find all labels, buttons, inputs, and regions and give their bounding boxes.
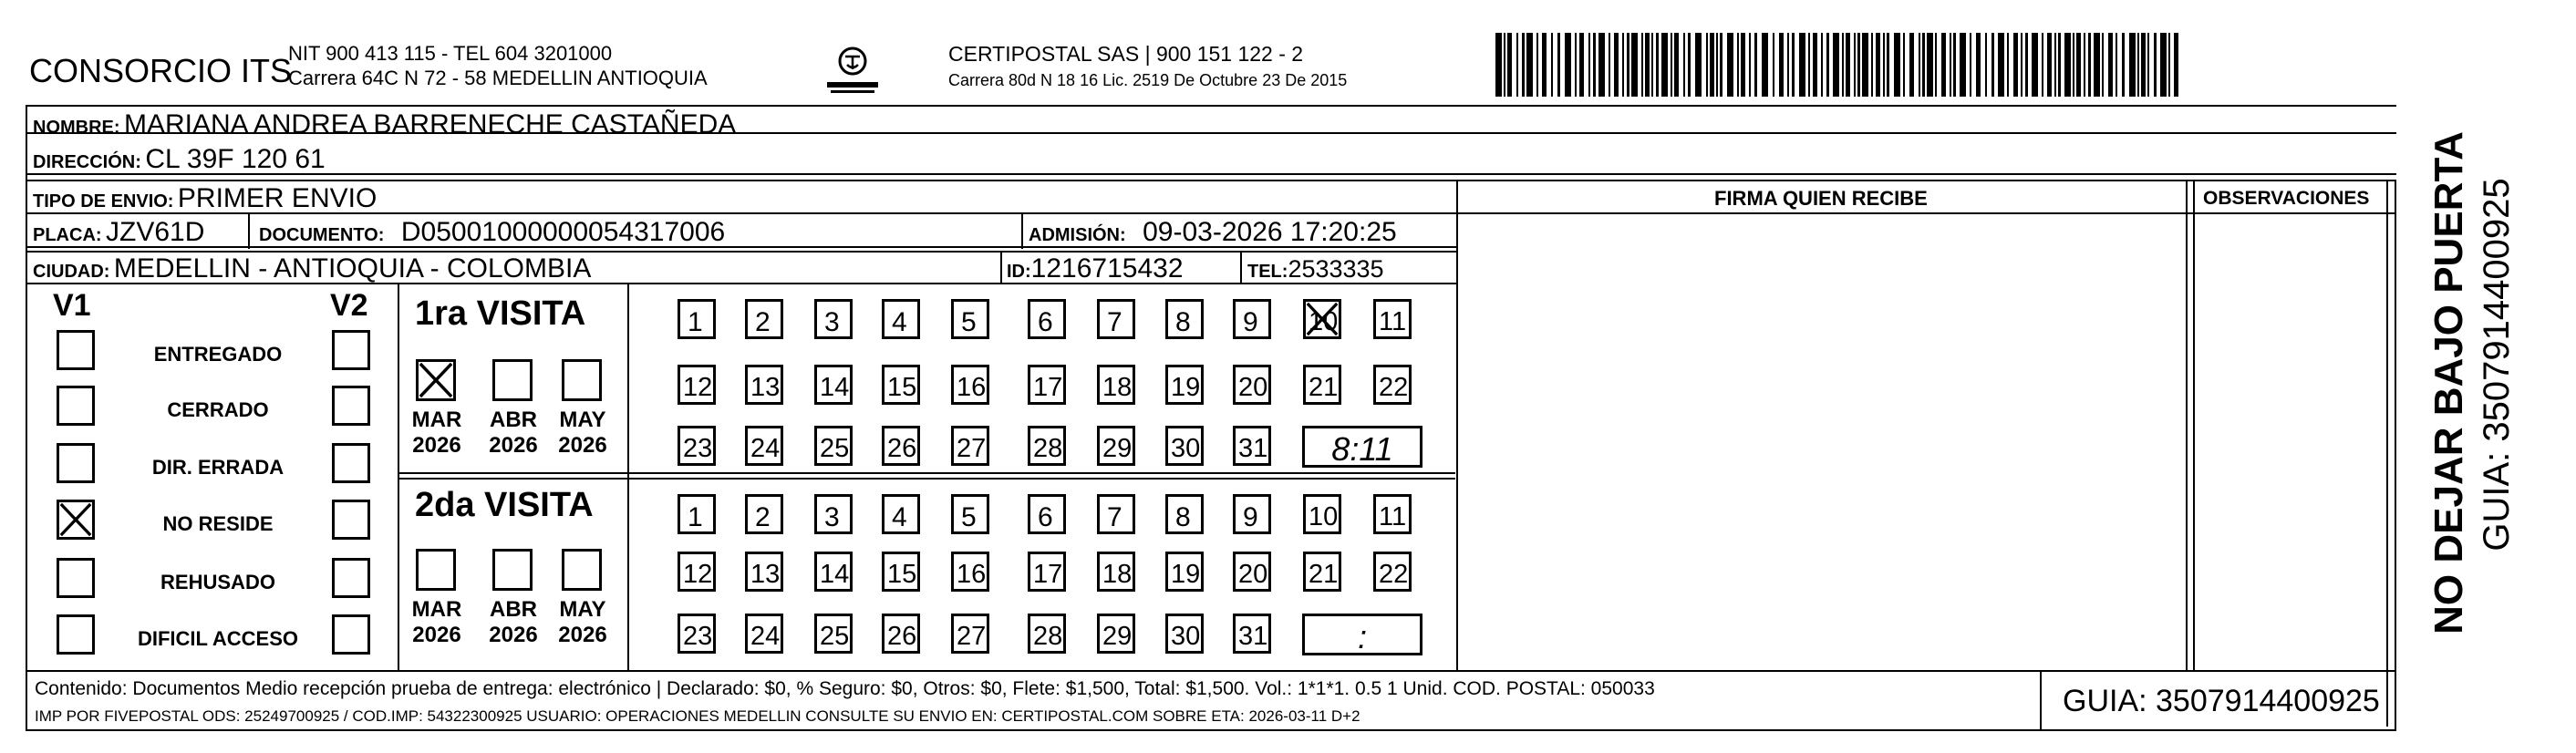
first-visit-day-14[interactable] xyxy=(814,365,853,405)
placa-label: PLACA: xyxy=(33,225,102,245)
second-visit-day-label-3: 3 xyxy=(824,502,840,532)
first-visit-day-label-19: 19 xyxy=(1171,373,1201,402)
second-visit-day-label-30: 30 xyxy=(1171,622,1201,651)
company-nit: NIT 900 413 115 - TEL 604 3201000 xyxy=(288,42,613,65)
second-visit-month-label-may: MAY 2026 xyxy=(558,597,607,647)
first-visit-day-17[interactable] xyxy=(1028,365,1066,405)
first-visit-day-10[interactable] xyxy=(1303,299,1341,339)
second-visit-day-28[interactable] xyxy=(1028,614,1066,654)
company-address: Carrera 64C N 72 - 58 MEDELLIN ANTIOQUIA xyxy=(288,67,708,89)
second-visit-day-25[interactable] xyxy=(814,614,853,654)
first-visit-day-15[interactable] xyxy=(882,365,920,405)
admision-field xyxy=(1029,219,1397,246)
second-visit-day-5[interactable] xyxy=(951,494,989,534)
first-visit-month-box-mar[interactable] xyxy=(416,359,456,401)
first-visit-title: 1ra VISITA xyxy=(415,294,586,333)
first-visit-day-label-18: 18 xyxy=(1102,373,1133,402)
first-visit-day-label-21: 21 xyxy=(1309,373,1339,402)
certipostal-logo xyxy=(825,41,880,98)
observaciones-header: OBSERVACIONES xyxy=(2203,188,2370,209)
second-visit-day-label-14: 14 xyxy=(820,560,850,589)
placa-value: JZV61D xyxy=(106,217,205,247)
first-visit-day-label-9: 9 xyxy=(1243,307,1258,337)
second-visit-day-label-13: 13 xyxy=(750,560,781,589)
tel-label: TEL: xyxy=(1247,262,1288,282)
first-visit-month-label-abr: ABR 2026 xyxy=(489,407,538,458)
first-visit-day-24[interactable] xyxy=(745,426,783,466)
second-visit-day-3[interactable] xyxy=(814,494,853,534)
first-visit-day-label-10: 10 xyxy=(1309,307,1339,336)
first-visit-time-box[interactable] xyxy=(1302,426,1422,468)
first-visit-day-label-4: 4 xyxy=(892,307,907,337)
second-visit-day-label-23: 23 xyxy=(683,622,713,651)
second-visit-day-label-29: 29 xyxy=(1102,622,1133,651)
first-visit-month-box-may[interactable] xyxy=(562,359,602,401)
first-visit-day-7[interactable] xyxy=(1097,299,1135,339)
carrier-name: CERTIPOSTAL SAS | 900 151 122 - 2 xyxy=(948,42,1304,66)
carrier-license: Carrera 80d N 18 16 Lic. 2519 De Octubre 23 De 2015 xyxy=(948,71,1348,89)
second-visit-month-box-abr[interactable] xyxy=(492,549,533,591)
first-visit-day-label-16: 16 xyxy=(957,373,987,402)
second-visit-day-12[interactable] xyxy=(678,552,716,592)
first-visit-day-1[interactable] xyxy=(678,299,716,339)
company-name: CONSORCIO ITS xyxy=(29,52,293,89)
documento-label: DOCUMENTO: xyxy=(259,225,385,245)
second-visit-day-30[interactable] xyxy=(1165,614,1204,654)
second-visit-day-29[interactable] xyxy=(1097,614,1135,654)
second-visit-day-label-25: 25 xyxy=(820,622,850,651)
second-visit-day-4[interactable] xyxy=(882,494,920,534)
nombre-label: NOMBRE: xyxy=(33,118,120,138)
ciudad-value: MEDELLIN - ANTIOQUIA - COLOMBIA xyxy=(113,253,592,284)
second-visit-month-label-mar: MAR 2026 xyxy=(411,597,462,647)
first-visit-day-2[interactable] xyxy=(745,299,783,339)
first-visit-day-13[interactable] xyxy=(745,365,783,405)
tipo-value: PRIMER ENVIO xyxy=(177,183,378,213)
second-visit-time-box[interactable] xyxy=(1302,614,1422,655)
direccion-label: DIRECCIÓN: xyxy=(33,152,141,172)
footer-contenido: Contenido: Documentos Medio recepción prueba de entrega: electrónico | Declarado: $0, % Seguro: $0, Otros: $0, Flete: $1,500, Total: $1,500. Vol.: 1*1*1. 0.5 1 Unid. COD. POSTAL: 050033 xyxy=(35,678,1655,699)
first-visit-day-label-8: 8 xyxy=(1175,307,1191,337)
direccion-field xyxy=(33,146,326,173)
second-visit-day-label-17: 17 xyxy=(1033,560,1063,589)
admision-label: ADMISIÓN: xyxy=(1029,225,1126,245)
first-visit-day-23[interactable] xyxy=(678,426,716,466)
second-visit-day-label-26: 26 xyxy=(887,622,917,651)
side-no-dejar: NO DEJAR BAJO PUERTA xyxy=(2426,131,2471,634)
tel-field xyxy=(1247,257,1384,282)
first-visit-day-label-12: 12 xyxy=(683,373,713,402)
side-guia: GUIA: 3507914400925 xyxy=(2477,178,2517,552)
first-visit-day-4[interactable] xyxy=(882,299,920,339)
second-visit-day-18[interactable] xyxy=(1097,552,1135,592)
second-visit-day-1[interactable] xyxy=(678,494,716,534)
second-visit-day-27[interactable] xyxy=(951,614,989,654)
day-check-mark xyxy=(1306,302,1339,336)
second-visit-day-14[interactable] xyxy=(814,552,853,592)
admision-value: 09-03-2026 17:20:25 xyxy=(1143,217,1397,247)
second-visit-day-24[interactable] xyxy=(745,614,783,654)
second-visit-day-label-6: 6 xyxy=(1038,502,1053,532)
tipo-label: TIPO DE ENVIO: xyxy=(33,191,174,211)
first-visit-day-29[interactable] xyxy=(1097,426,1135,466)
status-label-cerrado: CERRADO xyxy=(167,398,269,421)
nombre-field xyxy=(33,111,736,139)
second-visit-day-label-18: 18 xyxy=(1102,560,1133,589)
v2-label: V2 xyxy=(330,288,368,323)
first-visit-time-value: 8:11 xyxy=(1331,430,1393,468)
second-visit-day-label-15: 15 xyxy=(887,560,917,589)
first-visit-day-16[interactable] xyxy=(951,365,989,405)
direccion-value: CL 39F 120 61 xyxy=(145,144,326,174)
first-visit-day-label-6: 6 xyxy=(1038,307,1053,337)
second-visit-day-label-8: 8 xyxy=(1175,502,1191,532)
second-visit-day-label-11: 11 xyxy=(1379,502,1407,531)
status-label-entregado: ENTREGADO xyxy=(153,343,283,366)
second-visit-day-label-31: 31 xyxy=(1238,622,1268,651)
first-visit-day-label-29: 29 xyxy=(1102,434,1133,463)
first-visit-day-30[interactable] xyxy=(1165,426,1204,466)
first-visit-day-label-14: 14 xyxy=(820,373,850,402)
first-visit-day-label-7: 7 xyxy=(1107,307,1122,337)
first-visit-day-label-28: 28 xyxy=(1033,434,1063,463)
second-visit-day-label-20: 20 xyxy=(1238,560,1268,589)
second-visit-day-6[interactable] xyxy=(1028,494,1066,534)
first-visit-day-label-2: 2 xyxy=(755,307,771,337)
second-visit-time-value: : xyxy=(1357,618,1367,655)
second-visit-day-label-4: 4 xyxy=(892,502,907,532)
ciudad-label: CIUDAD: xyxy=(33,262,110,282)
first-visit-day-label-22: 22 xyxy=(1379,373,1409,402)
id-value: 1216715432 xyxy=(1030,253,1184,284)
first-visit-day-label-27: 27 xyxy=(957,434,987,463)
second-visit-day-label-12: 12 xyxy=(683,560,713,589)
second-visit-day-15[interactable] xyxy=(882,552,920,592)
first-visit-month-box-abr[interactable] xyxy=(492,359,533,401)
second-visit-day-label-2: 2 xyxy=(755,502,771,532)
first-visit-day-label-11: 11 xyxy=(1379,307,1407,336)
second-visit-day-label-19: 19 xyxy=(1171,560,1201,589)
first-visit-day-12[interactable] xyxy=(678,365,716,405)
second-visit-day-2[interactable] xyxy=(745,494,783,534)
documento-value: D05001000000054317006 xyxy=(400,217,726,247)
second-visit-day-16[interactable] xyxy=(951,552,989,592)
first-visit-day-label-24: 24 xyxy=(750,434,781,463)
first-visit-day-28[interactable] xyxy=(1028,426,1066,466)
second-visit-day-9[interactable] xyxy=(1233,494,1271,534)
second-visit-day-19[interactable] xyxy=(1165,552,1204,592)
second-visit-month-box-mar[interactable] xyxy=(416,549,456,591)
first-visit-day-label-25: 25 xyxy=(820,434,850,463)
second-visit-day-11[interactable] xyxy=(1373,494,1412,534)
first-visit-day-label-15: 15 xyxy=(887,373,917,402)
first-visit-day-label-1: 1 xyxy=(688,307,703,337)
first-visit-day-27[interactable] xyxy=(951,426,989,466)
second-visit-day-13[interactable] xyxy=(745,552,783,592)
firma-header: FIRMA QUIEN RECIBE xyxy=(1714,187,1928,210)
first-visit-day-3[interactable] xyxy=(814,299,853,339)
id-field xyxy=(1007,255,1184,283)
first-visit-day-25[interactable] xyxy=(814,426,853,466)
barcode xyxy=(1495,33,2179,97)
first-visit-day-6[interactable] xyxy=(1028,299,1066,339)
v1-label: V1 xyxy=(53,288,91,323)
first-visit-day-18[interactable] xyxy=(1097,365,1135,405)
second-visit-day-label-9: 9 xyxy=(1243,502,1258,532)
second-visit-day-label-22: 22 xyxy=(1379,560,1409,589)
second-visit-day-17[interactable] xyxy=(1028,552,1066,592)
status-label-dificil-acceso: DIFICIL ACCESO xyxy=(137,627,298,650)
status-label-no-reside: NO RESIDE xyxy=(162,512,274,535)
second-visit-day-10[interactable] xyxy=(1303,494,1341,534)
first-visit-month-label-may: MAY 2026 xyxy=(558,407,607,458)
first-visit-day-label-3: 3 xyxy=(824,307,840,337)
second-visit-day-label-7: 7 xyxy=(1107,502,1122,532)
second-visit-day-label-28: 28 xyxy=(1033,622,1063,651)
documento-field xyxy=(259,219,725,246)
second-visit-day-8[interactable] xyxy=(1165,494,1204,534)
second-visit-day-26[interactable] xyxy=(882,614,920,654)
first-visit-month-label-mar: MAR 2026 xyxy=(411,407,462,458)
first-visit-day-label-17: 17 xyxy=(1033,373,1063,402)
placa-field xyxy=(33,219,204,246)
second-visit-day-20[interactable] xyxy=(1233,552,1271,592)
first-visit-day-31[interactable] xyxy=(1233,426,1271,466)
status-label-dir-errada: DIR. ERRADA xyxy=(151,456,284,479)
status-label-rehusado: REHUSADO xyxy=(160,571,275,593)
first-visit-day-26[interactable] xyxy=(882,426,920,466)
nombre-value: MARIANA ANDREA BARRENECHE CASTAÑEDA xyxy=(124,109,737,139)
first-visit-day-11[interactable] xyxy=(1373,299,1412,339)
second-visit-day-label-5: 5 xyxy=(961,502,977,532)
first-visit-day-label-30: 30 xyxy=(1171,434,1201,463)
second-visit-month-box-may[interactable] xyxy=(562,549,602,591)
tipo-field xyxy=(33,185,377,212)
second-visit-day-23[interactable] xyxy=(678,614,716,654)
second-visit-day-label-27: 27 xyxy=(957,622,987,651)
ciudad-field xyxy=(33,255,591,283)
first-visit-day-label-23: 23 xyxy=(683,434,713,463)
second-visit-title: 2da VISITA xyxy=(415,486,594,524)
footer-guia: GUIA: 3507914400925 xyxy=(2063,684,2380,718)
tel-value: 2533335 xyxy=(1288,255,1384,283)
first-visit-day-label-5: 5 xyxy=(961,307,977,337)
second-visit-day-label-1: 1 xyxy=(688,502,703,532)
second-visit-day-21[interactable] xyxy=(1303,552,1341,592)
second-visit-day-label-16: 16 xyxy=(957,560,987,589)
first-visit-day-22[interactable] xyxy=(1373,365,1412,405)
first-visit-day-label-20: 20 xyxy=(1238,373,1268,402)
first-visit-day-label-26: 26 xyxy=(887,434,917,463)
first-visit-day-20[interactable] xyxy=(1233,365,1271,405)
second-visit-day-label-21: 21 xyxy=(1309,560,1339,589)
id-label: ID: xyxy=(1007,262,1031,282)
first-visit-day-19[interactable] xyxy=(1165,365,1204,405)
footer-imp: IMP POR FIVEPOSTAL ODS: 25249700925 / COD.IMP: 54322300925 USUARIO: OPERACIONES MEDELLIN CONSULTE SU ENVIO EN: CERTIPOSTAL.COM SOBRE ETA: 2026-03-11 D+2 xyxy=(35,707,1360,725)
second-visit-day-7[interactable] xyxy=(1097,494,1135,534)
second-visit-month-label-abr: ABR 2026 xyxy=(489,597,538,647)
first-visit-day-label-31: 31 xyxy=(1238,434,1268,463)
first-visit-day-21[interactable] xyxy=(1303,365,1341,405)
second-visit-day-22[interactable] xyxy=(1373,552,1412,592)
second-visit-day-label-10: 10 xyxy=(1309,502,1339,531)
first-visit-day-9[interactable] xyxy=(1233,299,1271,339)
first-visit-day-label-13: 13 xyxy=(750,373,781,402)
first-visit-day-5[interactable] xyxy=(951,299,989,339)
second-visit-day-31[interactable] xyxy=(1233,614,1271,654)
first-visit-day-8[interactable] xyxy=(1165,299,1204,339)
second-visit-day-label-24: 24 xyxy=(750,622,781,651)
